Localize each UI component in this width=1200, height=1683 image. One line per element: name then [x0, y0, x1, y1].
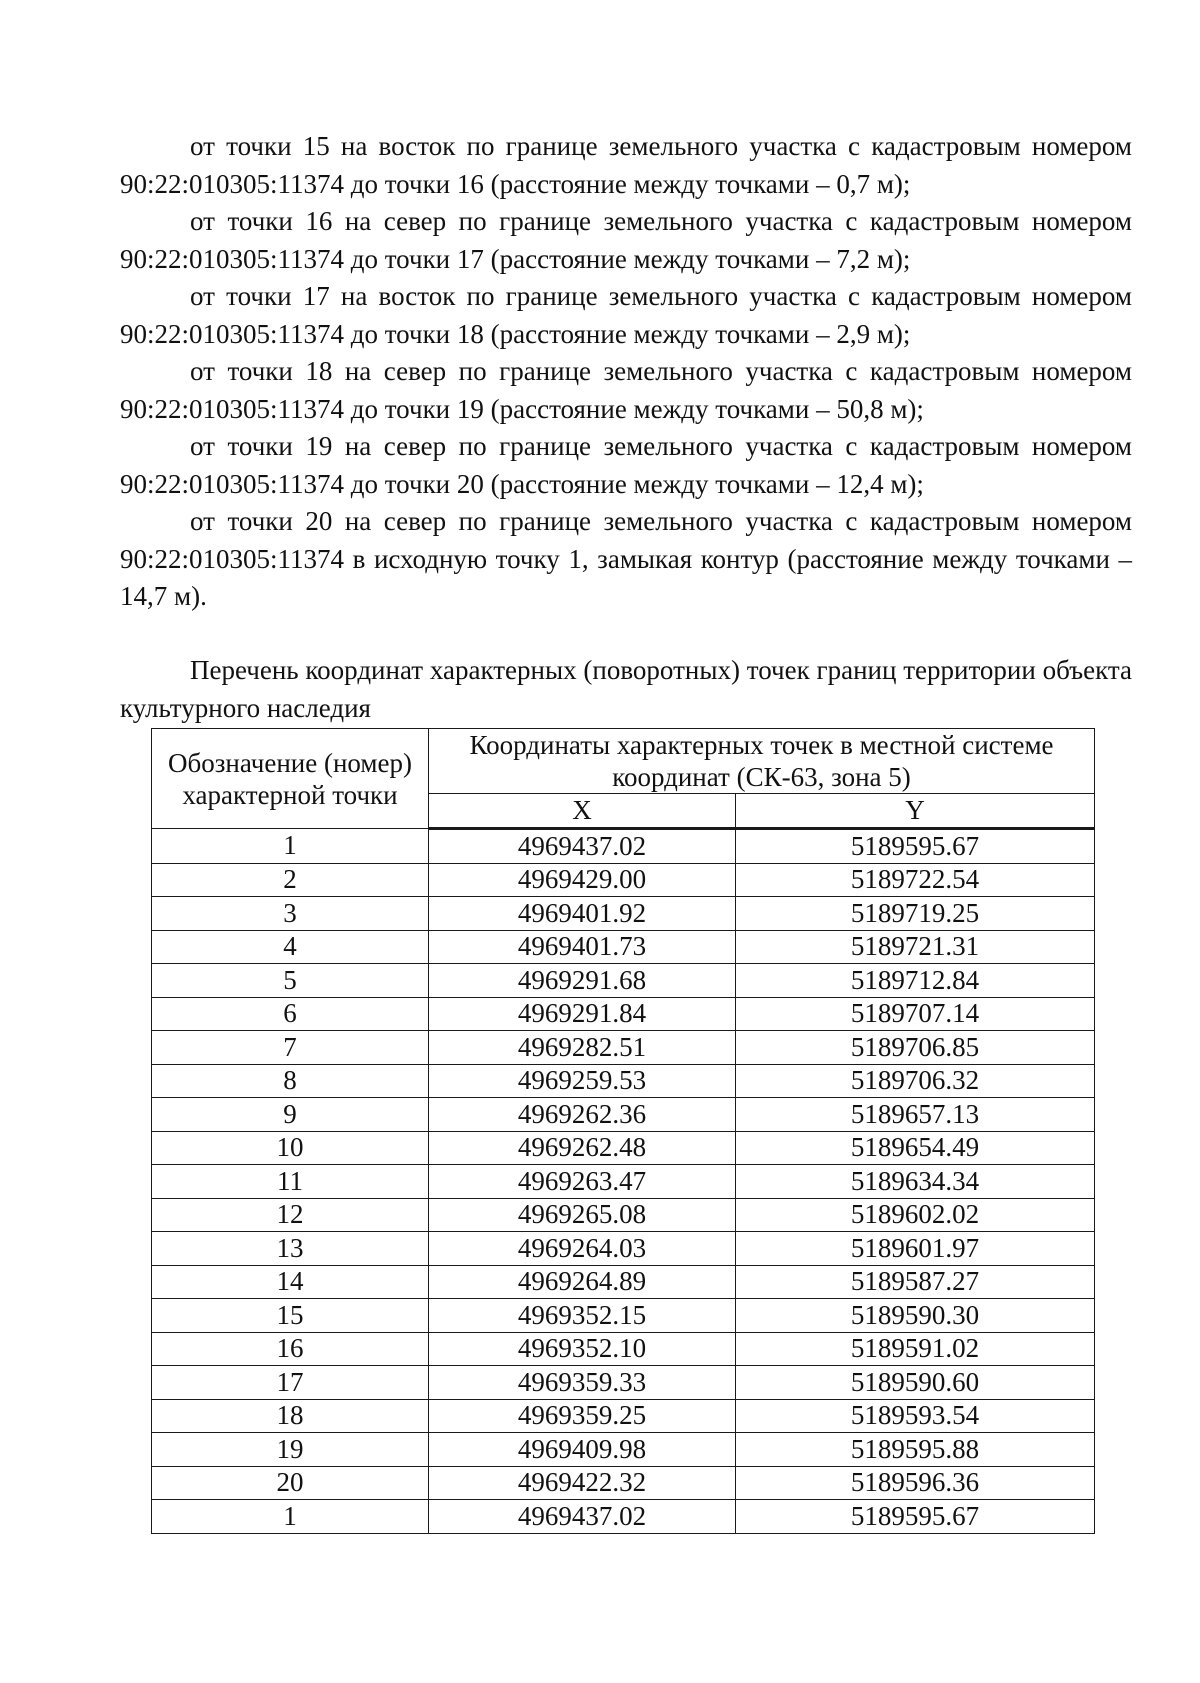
- cell-y: 5189706.85: [736, 1031, 1095, 1065]
- table-row: [152, 1466, 1095, 1500]
- cell-y: 5189602.02: [736, 1198, 1095, 1232]
- cell-y: 5189712.84: [736, 964, 1095, 998]
- table-row: [152, 1399, 1095, 1433]
- cell-x: 4969291.68: [429, 964, 736, 998]
- cell-point-number: 10: [152, 1131, 429, 1165]
- cell-point-number: 11: [152, 1165, 429, 1199]
- cell-x: 4969437.02: [429, 1500, 736, 1534]
- cell-point-number: 14: [152, 1265, 429, 1299]
- cell-x: 4969437.02: [429, 829, 736, 864]
- cell-y: 5189706.32: [736, 1064, 1095, 1098]
- table-row: [152, 1232, 1095, 1266]
- table-row: [152, 1198, 1095, 1232]
- cell-y: 5189657.13: [736, 1098, 1095, 1132]
- cell-y: 5189591.02: [736, 1332, 1095, 1366]
- table-row: [152, 1165, 1095, 1199]
- table-row: [152, 1265, 1095, 1299]
- cell-point-number: 6: [152, 997, 429, 1031]
- boundary-paragraph: от точки 17 на восток по границе земельного участка с кадастровым номером 90:22:010305:11374 до точки 18 (расстояние между точками – 2,9 м);: [120, 281, 1132, 349]
- boundary-description: [120, 128, 1132, 616]
- cell-point-number: 16: [152, 1332, 429, 1366]
- cell-y: 5189601.97: [736, 1232, 1095, 1266]
- header-y: Y: [736, 794, 1095, 829]
- cell-y: 5189654.49: [736, 1131, 1095, 1165]
- cell-x: 4969291.84: [429, 997, 736, 1031]
- cell-x: 4969265.08: [429, 1198, 736, 1232]
- table-caption: Перечень координат характерных (поворотных) точек границ территории объекта культурного наследия: [120, 655, 1132, 723]
- cell-x: 4969401.92: [429, 897, 736, 931]
- cell-x: 4969259.53: [429, 1064, 736, 1098]
- cell-x: 4969282.51: [429, 1031, 736, 1065]
- cell-point-number: 4: [152, 930, 429, 964]
- header-coordinates: Координаты характерных точек в местной системе координат (СК-63, зона 5): [429, 729, 1095, 794]
- table-row: [152, 1332, 1095, 1366]
- table-row: [152, 863, 1095, 897]
- cell-y: 5189634.34: [736, 1165, 1095, 1199]
- cell-point-number: 1: [152, 829, 429, 864]
- cell-y: 5189595.67: [736, 1500, 1095, 1534]
- cell-point-number: 2: [152, 863, 429, 897]
- table-row: [152, 1366, 1095, 1400]
- cell-point-number: 15: [152, 1299, 429, 1333]
- cell-x: 4969263.47: [429, 1165, 736, 1199]
- table-row: [152, 1031, 1095, 1065]
- boundary-paragraph: от точки 15 на восток по границе земельного участка с кадастровым номером 90:22:010305:11374 до точки 16 (расстояние между точками – 0,7 м);: [120, 131, 1132, 199]
- cell-y: 5189590.60: [736, 1366, 1095, 1400]
- boundary-paragraph: от точки 19 на север по границе земельного участка с кадастровым номером 90:22:010305:11374 до точки 20 (расстояние между точками – 12,4 м);: [120, 431, 1132, 499]
- cell-y: 5189719.25: [736, 897, 1095, 931]
- cell-x: 4969429.00: [429, 863, 736, 897]
- cell-x: 4969359.25: [429, 1399, 736, 1433]
- table-row: [152, 964, 1095, 998]
- cell-y: 5189721.31: [736, 930, 1095, 964]
- table-row: [152, 897, 1095, 931]
- boundary-paragraph: от точки 18 на север по границе земельного участка с кадастровым номером 90:22:010305:11374 до точки 19 (расстояние между точками – 50,8 м);: [120, 356, 1132, 424]
- cell-y: 5189707.14: [736, 997, 1095, 1031]
- cell-x: 4969409.98: [429, 1433, 736, 1467]
- boundary-paragraph: от точки 20 на север по границе земельного участка с кадастровым номером 90:22:010305:11374 в исходную точку 1, замыкая контур (расстояние между точками – 14,7 м).: [120, 506, 1132, 611]
- cell-point-number: 1: [152, 1500, 429, 1534]
- table-row: [152, 1433, 1095, 1467]
- cell-x: 4969422.32: [429, 1466, 736, 1500]
- cell-y: 5189593.54: [736, 1399, 1095, 1433]
- cell-x: 4969264.89: [429, 1265, 736, 1299]
- cell-point-number: 17: [152, 1366, 429, 1400]
- cell-x: 4969264.03: [429, 1232, 736, 1266]
- cell-point-number: 20: [152, 1466, 429, 1500]
- cell-point-number: 5: [152, 964, 429, 998]
- table-row: [152, 930, 1095, 964]
- cell-x: 4969352.10: [429, 1332, 736, 1366]
- cell-y: 5189722.54: [736, 863, 1095, 897]
- coordinates-table: [151, 728, 1095, 1534]
- cell-point-number: 18: [152, 1399, 429, 1433]
- cell-point-number: 8: [152, 1064, 429, 1098]
- cell-x: 4969262.36: [429, 1098, 736, 1132]
- table-row: [152, 1064, 1095, 1098]
- cell-point-number: 12: [152, 1198, 429, 1232]
- table-row: [152, 1500, 1095, 1534]
- table-row: [152, 997, 1095, 1031]
- cell-y: 5189596.36: [736, 1466, 1095, 1500]
- cell-y: 5189595.88: [736, 1433, 1095, 1467]
- cell-point-number: 3: [152, 897, 429, 931]
- cell-x: 4969401.73: [429, 930, 736, 964]
- cell-y: 5189590.30: [736, 1299, 1095, 1333]
- cell-x: 4969262.48: [429, 1131, 736, 1165]
- cell-point-number: 7: [152, 1031, 429, 1065]
- table-row: [152, 829, 1095, 864]
- cell-point-number: 19: [152, 1433, 429, 1467]
- cell-point-number: 13: [152, 1232, 429, 1266]
- table-body: [152, 829, 1095, 1534]
- cell-x: 4969359.33: [429, 1366, 736, 1400]
- cell-x: 4969352.15: [429, 1299, 736, 1333]
- table-row: [152, 1098, 1095, 1132]
- cell-y: 5189595.67: [736, 829, 1095, 864]
- cell-point-number: 9: [152, 1098, 429, 1132]
- header-point-number: Обозначение (номер) характерной точки: [152, 729, 429, 829]
- header-x: X: [429, 794, 736, 829]
- cell-y: 5189587.27: [736, 1265, 1095, 1299]
- table-row: [152, 1131, 1095, 1165]
- table-row: [152, 1299, 1095, 1333]
- boundary-paragraph: от точки 16 на север по границе земельного участка с кадастровым номером 90:22:010305:11374 до точки 17 (расстояние между точками – 7,2 м);: [120, 206, 1132, 274]
